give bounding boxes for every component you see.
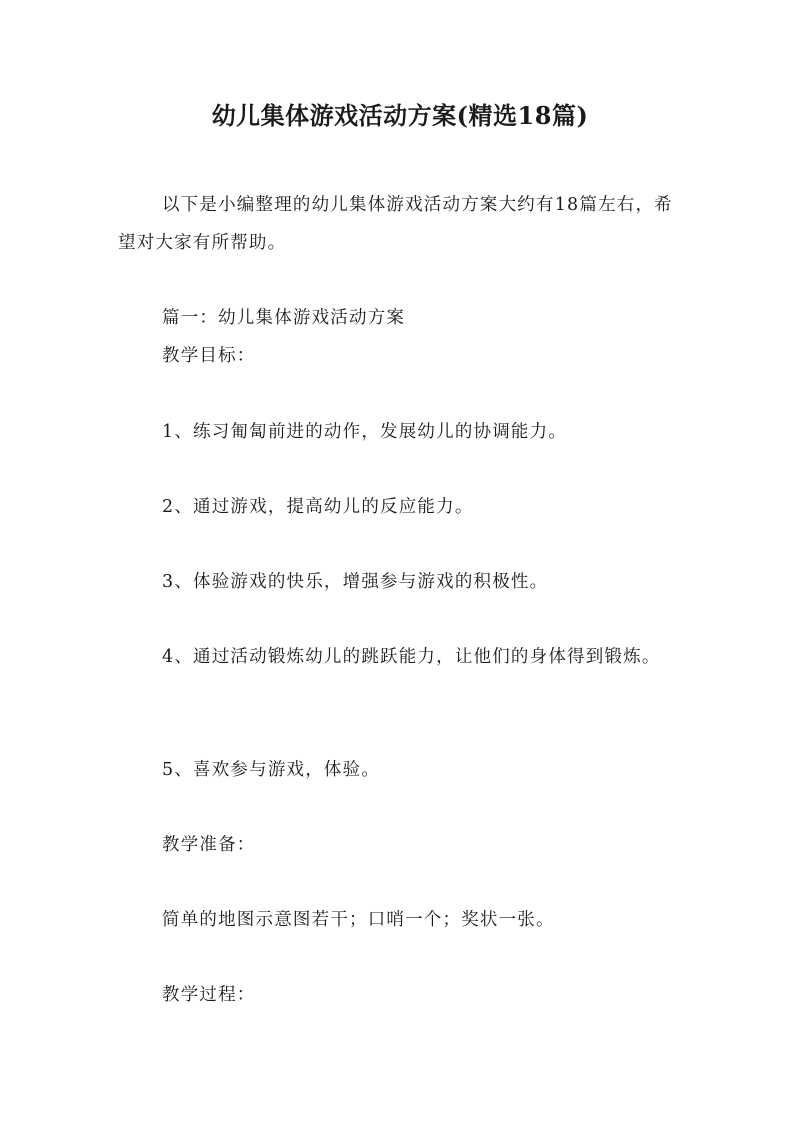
goal-item: 3、体验游戏的快乐，增强参与游戏的积极性。 xyxy=(162,572,549,592)
document-title: 幼儿集体游戏活动方案(精选18篇) xyxy=(211,101,589,130)
intro-paragraph: 以下是小编整理的幼儿集体游戏活动方案大约有18篇左右，希望对大家有所帮助。 xyxy=(118,195,673,253)
goal-item: 5、喜欢参与游戏，体验。 xyxy=(162,760,381,780)
section-heading: 篇一：幼儿集体游戏活动方案 xyxy=(162,308,406,328)
prep-paragraph: 简单的地图示意图若干；口哨一个；奖状一张。 xyxy=(162,910,555,930)
process-heading: 教学过程： xyxy=(162,985,256,1005)
prep-heading: 教学准备： xyxy=(162,835,256,855)
goal-item: 4、通过活动锻炼幼儿的跳跃能力，让他们的身体得到锻炼。 xyxy=(162,647,661,667)
goal-item: 2、通过游戏，提高幼儿的反应能力。 xyxy=(162,497,474,517)
goals-heading: 教学目标： xyxy=(162,346,256,366)
goal-item: 1、练习匍匐前进的动作，发展幼儿的协调能力。 xyxy=(162,422,568,442)
